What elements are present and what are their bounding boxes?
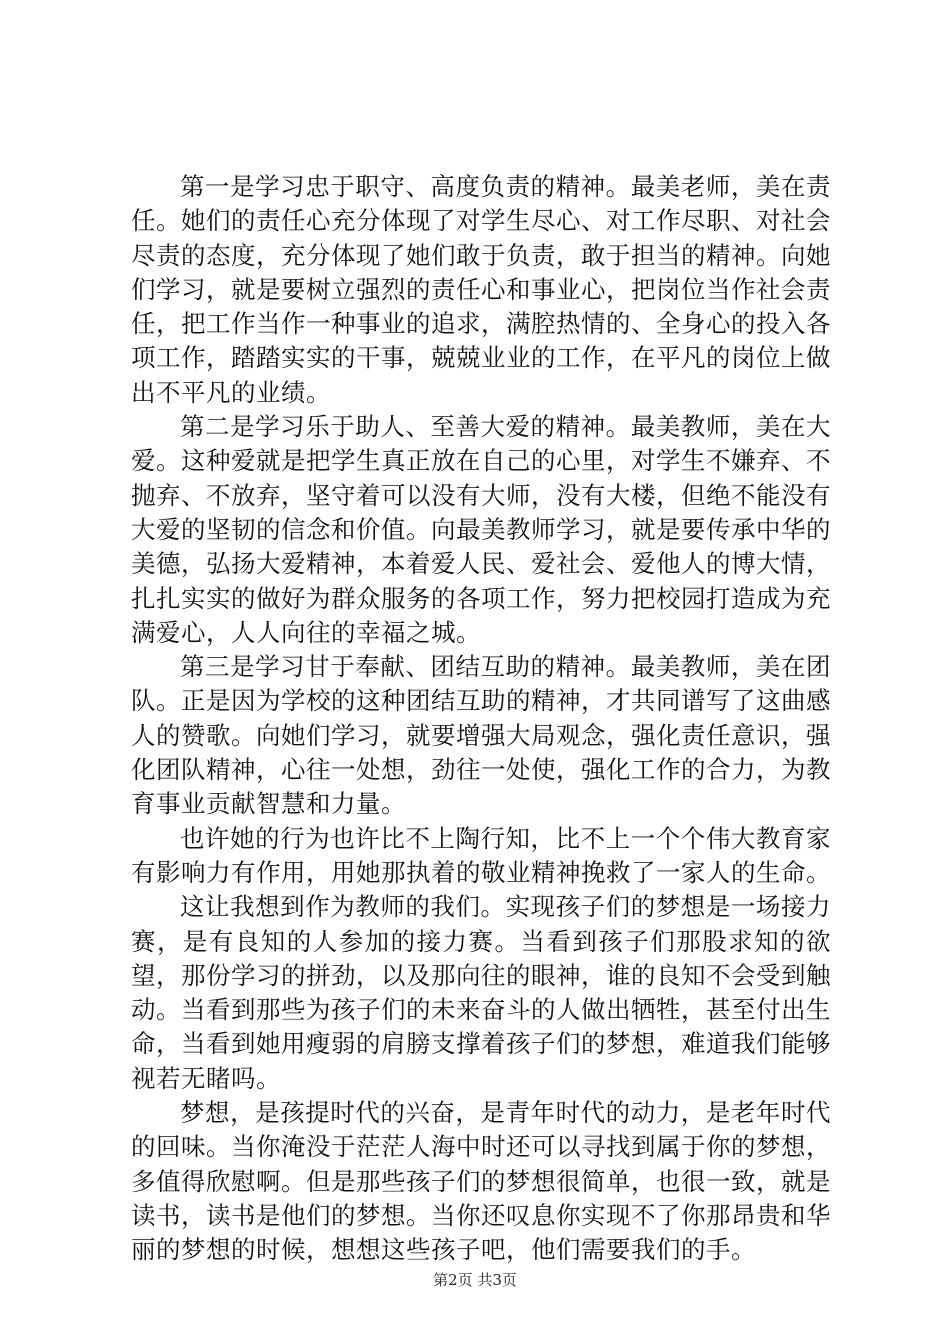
paragraph-1: 第一是学习忠于职守、高度负责的精神。最美老师，美在责任。她们的责任心充分体现了对学生尽心、对工作尽职、对社会尽责的态度，充分体现了她们敢于负责，敢于担当的精神。向她们学习，就是要树立强烈的责任心和事业心，把岗位当作社会责任，把工作当作一种事业的追求，满腔热情的、全身心的投入各项工作，踏踏实实的干事，兢兢业业的工作，在平凡的岗位上做出不平凡的业绩。 bbox=[131, 172, 831, 407]
paragraph-3: 第三是学习甘于奉献、团结互助的精神。最美教师，美在团队。正是因为学校的这种团结互助的精神，才共同谱写了这曲感人的赞歌。向她们学习，就要增强大局观念，强化责任意识，强化团队精神，心往一处想，劲往一处使，强化工作的合力，为教育事业贡献智慧和力量。 bbox=[131, 652, 831, 819]
paragraph-2: 第二是学习乐于助人、至善大爱的精神。最美教师，美在大爱。这种爱就是把学生真正放在自己的心里，对学生不嫌弃、不抛弃、不放弃，坚守着可以没有大师，没有大楼，但绝不能没有大爱的坚韧的信念和价值。向最美教师学习，就是要传承中华的美德，弘扬大爱精神，本着爱人民、爱社会、爱他人的博大情，扎扎实实的做好为群众服务的各项工作，努力把校园打造成为充满爱心，人人向往的幸福之城。 bbox=[131, 412, 831, 647]
paragraph-6: 梦想，是孩提时代的兴奋，是青年时代的动力，是老年时代的回味。当你淹没于茫茫人海中时还可以寻找到属于你的梦想，多值得欣慰啊。但是那些孩子们的梦想很简单，也很一致，就是读书，读书是他们的梦想。当你还叹息你实现不了你那昂贵和华丽的梦想的时候，想想这些孩子吧，他们需要我们的手。 bbox=[131, 1098, 831, 1265]
paragraph-5: 这让我想到作为教师的我们。实现孩子们的梦想是一场接力赛，是有良知的人参加的接力赛。当看到孩子们那股求知的欲望，那份学习的拼劲，以及那向往的眼神，谁的良知不会受到触动。当看到那些为孩子们的未来奋斗的人做出牺牲，甚至付出生命，当看到她用瘦弱的肩膀支撑着孩子们的梦想，难道我们能够视若无睹吗。 bbox=[131, 892, 831, 1093]
page-number-label: 第2页 共3页 bbox=[433, 1271, 517, 1289]
page-footer bbox=[0, 1270, 950, 1290]
document-body bbox=[131, 170, 831, 1268]
paragraph-4: 也许她的行为也许比不上陶行知，比不上一个个伟大教育家有影响力有作用，用她那执着的敬业精神挽救了一家人的生命。 bbox=[131, 823, 831, 887]
